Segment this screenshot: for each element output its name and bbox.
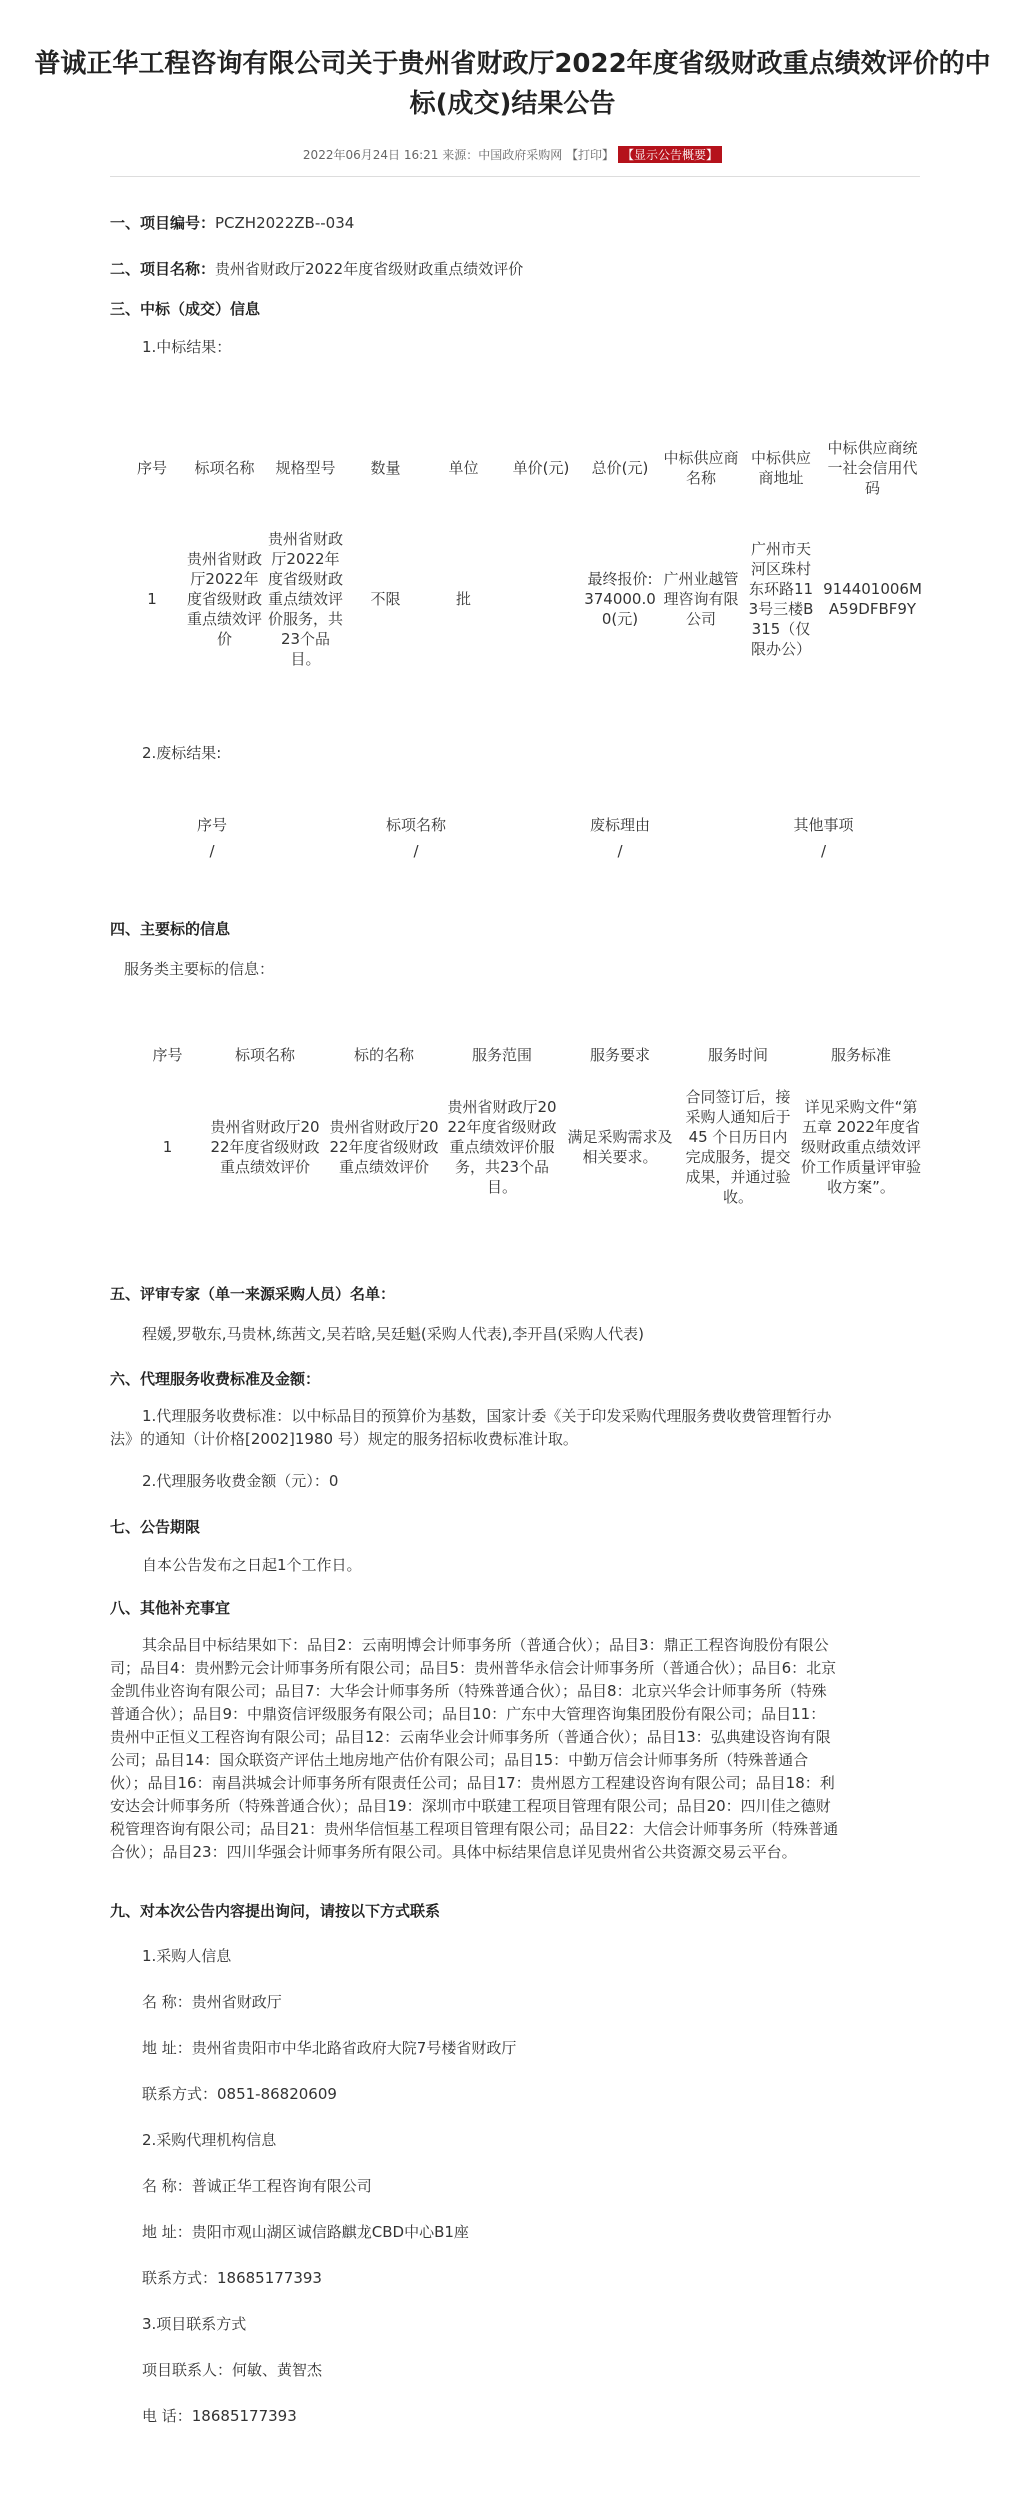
table-cell: 914401006MA59DFBF9Y — [823, 580, 922, 618]
supplement-line: 公司；品目14：国众联资产评估土地房地产估价有限公司；品目15：中勤万信会计师事务所（特殊普通合 — [110, 1751, 809, 1769]
col-header: 废标理由 — [589, 816, 650, 834]
win-result-table — [120, 425, 925, 688]
buyer-info-title: 1.采购人信息 — [142, 1947, 232, 1965]
col-header: 数量 — [370, 458, 401, 477]
table-cell: 广州业越管理咨询有限公司 — [663, 570, 739, 628]
fee-standard-line-2: 法》的通知（计价格[2002]1980 号）规定的服务招标收费标准计取。 — [110, 1430, 578, 1448]
table-cell: 最终报价:374000.00(元) — [584, 570, 656, 628]
win-result-label: 1.中标结果： — [142, 338, 232, 356]
col-header: 标项名称 — [234, 1046, 295, 1064]
col-header: 标项名称 — [194, 458, 255, 477]
service-items-table — [130, 1042, 925, 1226]
agent-phone: 联系方式：18685177393 — [142, 2269, 322, 2287]
section-heading: 一、项目编号： — [110, 214, 216, 232]
table-cell: 贵州省财政厅2022年度省级财政重点绩效评价 — [329, 1118, 439, 1176]
buyer-phone: 联系方式：0851-86820609 — [142, 2085, 337, 2103]
col-header: 序号 — [152, 1046, 183, 1064]
buyer-address: 地 址：贵州省贵阳市中华北路省政府大院7号楼省财政厅 — [142, 2039, 517, 2057]
page-title — [0, 44, 1025, 124]
failed-bid-label: 2.废标结果: — [142, 744, 222, 762]
col-header: 总价(元) — [591, 458, 649, 477]
table-cell: 贵州省财政厅2022年度省级财政重点绩效评价服务，共23个品目。 — [447, 1098, 557, 1196]
supplement-line: 司；品目4：贵州黔元会计师事务所有限公司；品目5：贵州普华永信会计师事务所（普通合伙）；品目6：北京 — [110, 1659, 837, 1677]
col-header: 单价(元) — [512, 458, 570, 477]
col-header: 序号 — [196, 816, 227, 834]
table-header-row — [130, 1042, 925, 1068]
col-header: 单位 — [448, 458, 479, 477]
col-header: 中标供应商名称 — [663, 448, 739, 487]
fee-amount: 2.代理服务收费金额（元）：0 — [142, 1472, 339, 1490]
col-header: 序号 — [136, 458, 167, 477]
col-header: 其他事项 — [793, 816, 854, 834]
col-header: 服务范围 — [471, 1046, 532, 1064]
table-header-row — [120, 425, 925, 510]
col-header: 服务时间 — [707, 1046, 768, 1064]
agent-name: 名 称：普诚正华工程咨询有限公司 — [142, 2177, 372, 2195]
contact-phone: 电 话：18685177393 — [142, 2407, 297, 2425]
publish-info: 2022年06月24日 16:21 来源：中国政府采购网 — [302, 148, 567, 162]
col-header: 标项名称 — [385, 816, 446, 834]
col-header: 规格型号 — [275, 458, 336, 477]
supplement-line: 金凯伟业咨询有限公司；品目7：大华会计师事务所（特殊普通合伙）；品目8：北京兴华会计师事务所（特殊 — [110, 1682, 827, 1700]
table-cell: 详见采购文件“第五章 2022年度省级财政重点绩效评价工作质量评审验收方案”。 — [800, 1098, 921, 1196]
section-heading: 九、对本次公告内容提出询问，请按以下方式联系 — [110, 1902, 441, 1920]
table-cell: 1 — [162, 1138, 173, 1156]
fee-standard-line-1: 1.代理服务收费标准：以中标品目的预算价为基数，国家计委《关于印发采购代理服务费收费管理暂行办 — [142, 1407, 832, 1425]
supplement-line: 合伙）；品目23：四川华强会计师事务所有限公司。具体中标结果信息详见贵州省公共资源交易云平台。 — [110, 1843, 797, 1861]
expert-list: 程媛,罗敬东,马贵林,练茜文,吴若晗,吴廷魁(采购人代表),李开昌(采购人代表) — [142, 1325, 645, 1343]
col-header: 服务要求 — [589, 1046, 650, 1064]
table-cell: 1 — [147, 590, 157, 608]
table-cell: 不限 — [370, 590, 401, 608]
project-number-value: PCZH2022ZB--034 — [215, 214, 355, 232]
contact-person: 项目联系人：何敏、黄智杰 — [142, 2361, 323, 2379]
supplement-line: 伙）；品目16：南昌洪城会计师事务所有限责任公司；品目17：贵州恩方工程建设咨询有限公司；品目18：利 — [110, 1774, 835, 1792]
title-line-2: 标(成交)结果公告 — [409, 89, 616, 119]
section-project-name — [110, 258, 523, 280]
col-header: 中标供应商地址 — [750, 448, 811, 487]
table-cell: 合同签订后，接采购人通知后于 45 个日历日内完成服务，提交成果，并通过验收。 — [685, 1088, 791, 1206]
table-cell: 批 — [455, 590, 471, 608]
agent-address: 地 址：贵阳市观山湖区诚信路麒龙CBD中心B1座 — [142, 2223, 469, 2241]
supplement-line: 普通合伙）；品目9：中鼎资信评级服务有限公司；品目10：广东中大管理咨询集团股份有限公司；品目11： — [110, 1705, 826, 1723]
section-heading: 六、代理服务收费标准及金额： — [110, 1370, 321, 1388]
section-heading: 五、评审专家（单一来源采购人员）名单： — [110, 1285, 396, 1303]
table-cell: / — [209, 842, 215, 860]
title-line-1: 普诚正华工程咨询有限公司关于贵州省财政厅2022年度省级财政重点绩效评价的中 — [34, 49, 991, 79]
section-heading: 三、中标（成交）信息 — [110, 300, 261, 318]
section-heading: 二、项目名称： — [110, 260, 216, 278]
print-link[interactable]: 【打印】 — [566, 148, 615, 162]
col-header: 服务标准 — [830, 1046, 891, 1064]
failed-bid-table — [110, 812, 925, 864]
service-items-intro: 服务类主要标的信息： — [124, 960, 275, 978]
table-cell: / — [413, 842, 419, 860]
table-cell: / — [617, 842, 623, 860]
table-row — [130, 1068, 925, 1226]
table-header-row — [110, 812, 925, 838]
section-heading: 七、公告期限 — [110, 1518, 201, 1536]
col-header: 标的名称 — [353, 1046, 414, 1064]
table-cell — [502, 510, 580, 688]
table-cell: / — [820, 842, 827, 860]
contact-title: 3.项目联系方式 — [142, 2315, 247, 2333]
section-heading: 四、主要标的信息 — [110, 920, 231, 938]
show-summary-button[interactable]: 【显示公告概要】 — [618, 146, 722, 163]
supplement-line: 其余品目中标结果如下：品目2：云南明博会计师事务所（普通合伙）；品目3：鼎正工程咨询股份有限公 — [142, 1636, 829, 1654]
supplement-line: 贵州中正恒义工程咨询有限公司；品目12：云南华业会计师事务所（普通合伙）；品目13：弘典建设咨询有限 — [110, 1728, 831, 1746]
agent-info-title: 2.采购代理机构信息 — [142, 2131, 277, 2149]
buyer-name: 名 称：贵州省财政厅 — [142, 1993, 282, 2011]
table-cell: 满足采购需求及相关要求。 — [567, 1128, 673, 1166]
supplement-line: 安达会计师事务所（特殊普通合伙）；品目19：深圳市中联建工程项目管理有限公司；品目20：四川佳之德财 — [110, 1797, 831, 1815]
section-project-number — [110, 212, 354, 234]
table-row — [120, 510, 925, 688]
project-name-value: 贵州省财政厅2022年度省级财政重点绩效评价 — [215, 260, 524, 278]
table-cell: 贵州省财政厅2022年度省级财政重点绩效评价 — [210, 1118, 320, 1176]
notice-period: 自本公告发布之日起1个工作日。 — [142, 1556, 362, 1574]
table-row — [110, 838, 925, 864]
supplement-line: 税管理咨询有限公司；品目21：贵州华信恒基工程项目管理有限公司；品目22：大信会计师事务所（特殊普通 — [110, 1820, 839, 1838]
table-cell: 贵州省财政厅2022年度省级财政重点绩效评价 — [187, 550, 263, 648]
publish-meta — [0, 146, 1025, 163]
section-heading: 八、其他补充事宜 — [110, 1599, 231, 1617]
title-divider — [110, 176, 920, 177]
table-cell: 广州市天河区珠村东环路113号三楼B315（仅限办公） — [748, 540, 814, 658]
table-cell: 贵州省财政厅2022年度省级财政重点绩效评价服务，共23个品目。 — [268, 530, 344, 668]
col-header: 中标供应商统一社会信用代码 — [827, 438, 918, 497]
